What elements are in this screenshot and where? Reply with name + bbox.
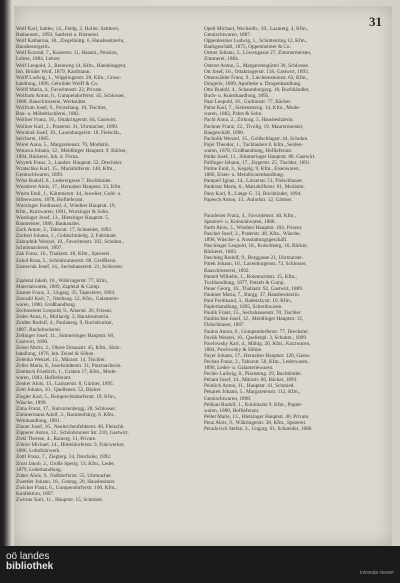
directory-entry-line: Zak Franz, 16., Thaliastr. 48, Kfm., Spezerei. [16,251,111,258]
directory-entry-line: waren, 1880, Hoflieferant. [204,407,260,414]
directory-entry-line: Pellet Marie, 13., Hietzinger Hauptstr. 40, Private. [204,413,310,420]
directory-entry-line: Wolf Leopold, 3., Rennweg 14, Kfm., Handelsagent, [16,62,127,69]
directory-entry-line: Baumeister, 1886, Baukanzlei. [16,221,81,227]
directory-entry-line: Zauner Franz, 3., Ungarg. 35, Tapezierer, 1893. [16,289,116,296]
directory-entry-line: Gemischtwaren, 1899. [16,172,64,179]
directory-entry-line: Tuchhandlung, 1877, Patzelt & Comp. [204,279,285,286]
directory-entry-line: Ziegler Karl, 5., Reinprechtsdorferstr. 19, Kfm., [16,393,117,400]
directory-entry-line: Zipperer Anton, 12., Schönbrunner Str. 210, Gastwirt. [16,430,129,437]
directory-entry-line: Drogerie, 1889, Apotheke u. Drogenhandlung. [204,80,302,87]
directory-entry-line: 1886, Eisen- u. Metallwarenhandlung. [204,172,285,179]
directory-entry-line: Zirkl Therese, 4., Rainerg. 11, Private. [16,436,97,443]
directory-entry-line: Kfm., Kurzwaren, 1891, Wurzinger & Sohn. [16,208,110,215]
directory-entry-line: 1886, Lohnfuhrwerk. [16,448,61,455]
directory-entry-line: Worel Anna, 5., Margaretenstr. 70, Modistin. [16,141,110,148]
scanned-sheet [14,6,392,546]
directory-entry-line: Fleischhauer, 1887. [204,322,245,329]
directory-entry-line: Pawlowsky Karl, 4., Mühlg. 20, Kfm., Kurzwaren, [204,340,311,347]
directory-entry-line: 1896, Wäsche- u. Ausstattungsgeschäft. [204,237,288,244]
directory-entry-line: Gastwirt, 1890. [16,338,49,345]
directory-entry-line: Otto Rudolf, 4., Schaumburgerg. 18, Buchhändler, [204,86,310,93]
right-column-lower-block [204,213,382,432]
directory-entry-line: Wunderer Alois, 17., Hernalser Hauptstr. 33, Kfm. [16,184,122,191]
directory-entry-line: 1884, Pawlowsky & Söhne. [204,346,263,353]
directory-entry-line: Zettl Johann, 10., Quellenstr. 52, Bäcker. [16,387,102,394]
directory-entry-line: 1888, Bauschlosserei, Werkstätte. [16,99,87,106]
directory-entry-line: Pankratz Marie, 6., Mariahilferstr. 61, Modistin. [204,184,305,191]
directory-entry-line: Wolf Konrad, 7., Kaiserstr. 11, Hausm., Pension, [16,50,119,57]
directory-entry-line: Wondrak Josef, 10., Laxenburgerstr. 18, Fleischh., [16,129,122,136]
directory-entry-line: 1879, Lederhandlung. [16,466,63,473]
directory-entry-line: Zwettler Johann, 18., Gentzg. 20, Hausbesitzer. [16,478,116,485]
directory-entry-line: Rathausstr., 1893, Sattlerei u. Riemerei. [16,32,100,39]
directory-entry-line: Woytek Franz, 3., Landstr. Hauptstr. 52, Drechsler. [16,160,123,167]
directory-entry-line: Silberwaren, 1878, Hoflieferant. [16,196,84,203]
directory-entry-line: Bäckerei, 1883. [204,249,237,256]
directory-entry-line: Pabst Karl, 7., Siebensterng. 14, Kfm., Mode- [204,105,301,112]
directory-entry-line: Pacholik Wenzel, 15., Goldschlagstr. 44, Schuhm. [204,135,309,142]
directory-entry-line: waren, 1880, Großhandlung. [16,302,77,309]
directory-entry-line: handlung, 1876, Inh. Zeisel & Söhne. [16,350,95,357]
directory-entry-line: Palda Josef, 11., Simmeringer Hauptstr. 88, Gastwirt. [204,153,316,160]
directory-entry-line: Patek Johann, 10., Laxenburgerstr. 73, Schlosser, [204,261,307,268]
directory-entry-line: Zach Anton, 2., Taborstr. 17, Schneider, 1892. [16,227,113,234]
directory-entry-line: Pamperl Ignaz, 14., Linzerstr. 51, Fleischhauer. [204,178,304,185]
directory-entry-line: Parth Alois, 5., Wiedner Hauptstr. 104, Friseur. [204,224,303,231]
directory-entry-line: Osterer Anton, 5., Margaretengürtel 30, Schlosser. [204,62,310,69]
directory-entry-line: Buch- u. Kunsthandlung, 1895. [204,93,270,100]
directory-entry-line: Konfektion, 1897. [16,491,55,498]
directory-entry-line: Schuhmacherei, 1897. [16,245,63,252]
directory-entry-line: Wollner Franz, 16., Ottakringerstr. 64, Gastwirt. [16,117,117,124]
directory-entry-line: Pany Karl, 8., Lange G. 33, Buchbinder, 1894. [204,190,302,197]
directory-entry-line: Paukner Maria, 7., Burgg. 37, Hausbesitzerin. [204,291,301,298]
logo-line-2: bibliothek [6,561,54,572]
directory-entry-line: Zima Franz, 17., Kalvarienbergg. 28, Schlosser. [16,405,117,412]
directory-entry-line: Pechan Franz, 2., Taborstr. 56, Kfm., Lederwaren, [204,358,309,365]
directory-entry-line: Pavlik Wenzel, 10., Quellenpl. 3, Schuhm., 1899. [204,334,308,341]
directory-entry-line: Wolff Maria, 4., Favoritenstr. 22, Private. [16,86,103,93]
directory-entry-line: Hausbesorgerin. [16,44,51,51]
directory-entry-line: 1887, Buchdruckerei. [16,326,62,333]
directory-entry-line: Wolf Katharina, 18., Ziegelhüttg. 6, Hausbesitzerin, [16,38,125,45]
directory-entry-line: Ottenwälder Franz, 9., Liechtensteinstr. 63, Kfm., [204,74,309,81]
directory-entry-line: Opelt Michael, Wechselb., 18., Lazaretg. 4, Kfm., [204,26,309,32]
directory-entry-line: Gemischtwaren, 1898. [204,395,252,402]
directory-entry-line: Zöhrer Michael, 14., Hütteldorferstr. 9, Fuhrwerker, [16,442,125,449]
directory-entry-line: Wurm Emil, 1., Kärntnerstr. 44, Juwelier, Gold- u. [16,190,122,197]
directory-entry-line: Zrust Jakob, 2., Große Sperlg. 13, Kfm., Leder, [16,460,116,467]
directory-entry-line: Wurzinger Ferdinand, 4., Wiedner Hauptstr. 19, [16,202,116,209]
directory-entry-line: waren, 1882, Pabst & Sohn. [204,111,263,118]
directory-entry-line: Zimmerei, 1884. [204,56,240,63]
directory-entry-line: Palme Emil, 3., Kegelg. 9, Kfm., Eisenwaren, [204,166,300,173]
directory-entry-line: handlung, 1896, Gebrüder Wolff & Co. [16,80,99,87]
directory-entry-line: Zalud Rosa, 5., Schönbrunnerstr. 88, Greißlerin. [16,257,117,264]
directory-entry-line: Zimmermann Adolf, 3., Rasumofskyg. 6, Kfm., [16,411,116,418]
directory-entry-line: Wotawa Johann, 12., Meidlinger Hauptstr. 9, Bäcker, [16,147,128,154]
directory-entry-line: Palfinger Johann, 17., Jörgerstr. 25, Tischler, 1891. [204,160,311,167]
directory-entry-line: Wrba Rudolf, 8., Lederergasse 7, Buchbinder. [16,178,112,185]
directory-entry-line: Zawadil Karl, 7., Neubaug. 12, Kfm., Galanterie- [16,296,120,303]
directory-entry-line: Ortner Johann, 3., Löwengasse 27, Zimmermeister, [204,50,312,57]
directory-entry-line: Pelikan Rudolf, 1., Kohlmarkt 9, Kfm., Papier- [204,401,303,408]
directory-entry-line: Patzelt Wilhelm, 1., Rotenturmstr. 15, Kfm., [204,273,297,280]
directory-entry-line: Bankgeschäft, 1875, Oppenheimer & Co. [204,44,291,51]
directory-entry-line: Pachner Franz, 12., Tivolig. 19, Maurermeister, [204,123,304,130]
left-column-lower-block [16,278,194,503]
left-column [16,26,194,503]
directory-entry-line: Payer Johann, 17., Hernalser Hauptstr. 120, Gastw. [204,352,311,359]
directory-entry-line: Selcherei, 1885. [16,135,50,142]
directory-entry-line: Paulitschke Josef, 12., Meidlinger Hauptstr. 31, [204,316,304,323]
directory-entry-line: Wratschko Karl, 15., Mariahilferstr. 140, Kfm., [16,166,115,173]
directory-entry-line: Paulus Anton, 6., Gumpendorferstr. 77, Drechsler. [204,328,309,335]
directory-entry-line: Pecher Ludwig, 8., Piaristeng. 29, Buchbinder. [204,371,302,378]
directory-entry-line: Pascher Josef, 2., Praterstr. 48, Kfm., Wäsche, [204,231,301,237]
directory-entry-line: Zembsch Friedrich, 1., Graben 17, Kfm., Mode- [16,369,117,376]
directory-entry-line: Inh. Brüder Wolf, 1879, Kaufmann. [16,68,91,75]
directory-entry-line: Zeilinger Josef, 11., Simmeringer Hauptstr. 60, [16,332,115,339]
directory-entry-line: Ott Josef, 16., Ottakringerstr. 118, Gastwirt, 1893. [204,68,310,75]
directory-entry-line: 1890, Leder- u. Galanteriewaren. [204,365,274,372]
directory-entry-line: Gemischtwaren, 1887. [204,32,252,39]
directory-entry-line: waren, 1878, Großhandlung, Hoflieferant. [204,147,293,154]
directory-entry-line: Wolf Karl, Sattler, 14., Feldg. 2, Holler, Sattlerei, [16,26,120,32]
directory-entry-line: Zeller Maria, 8., Josefstädterstr. 31, Putzmacherin. [16,363,122,370]
directory-entry-line: Zwirner Karl, 11., Hauptstr. 15, Schmied. [16,497,103,504]
directory-entry-line: Zuber Alois, 9., Nußdorferstr. 55, Uhrmacher. [16,472,112,479]
directory-entry-line: Zeisel Moriz, 2., Obere Donaustr. 45, Kfm., Holz- [16,344,121,351]
directory-entry-line: Bauschlosserei, 1892. [204,267,250,274]
directory-entry-line: Paschinger Leopold, 18., Kutschkerg. 16, Bäcker, [204,243,308,250]
viewer-credit: intranda viewer [360,570,394,576]
directory-entry-line: Paar Leopold, 10., Gudrunstr. 77, Bäcker. [204,99,292,106]
viewer-footer [0,546,400,583]
directory-entry-line: Peradovich Stefan, 3., Ungarg. 61, Schneider, 1886. [204,426,313,432]
directory-entry-line: Wollner Karl, 2., Praterstr. 31, Uhrmacher, 1890. [16,123,119,130]
directory-entry-line: Pasching Rudolf, 9., Berggasse 21, Uhrmacher. [204,255,304,262]
directory-entry-line: Paulik Franz, 15., Sechshauserstr. 70, Tischler. [204,310,302,317]
directory-entry-line: Pajer Theodor, 1., Tuchlauben 8, Kfm., Seiden- [204,141,304,148]
directory-entry-line: Lehrer, 1884, Lehrer. [16,56,61,63]
directory-entry-line: 1894, Bäckerei, Inh. d. Firma. [16,153,79,160]
directory-entry-line: Zeidler Rudolf, 4., Paulanerg. 9, Buchdrucker, [16,320,113,327]
directory-entry-line: Penz Alois, 9., Währingerstr. 38, Kfm., Spezerei. [204,419,307,426]
directory-entry-line: Wolff Ludwig, 1., Wipplingerstr. 28, Kfm., Gross- [16,74,122,81]
directory-entry-line: Papierhandlung, 1895, Schreibwaren. [204,304,283,311]
page-number: 31 [369,14,382,29]
directory-entry-line: Wäsche, 1898. [16,399,47,406]
directory-entry-line: Zenker Alois, 13., Lainzerstr. 8, Gärtner, 1895. [16,381,114,388]
left-column-upper-block [16,26,194,270]
directory-entry-line: Peham Josef, 14., Märzstr. 66, Bäcker, 1893. [204,377,298,384]
logo-line-1: oö landes [6,551,50,562]
directory-entry-line: Zelenka Wenzel, 15., Märzstr. 14, Tischler. [16,356,106,363]
directory-entry-line: Pekarek Johann, 5., Margaretenstr. 112, Kfm., [204,389,301,396]
directory-entry-line: Paradeiser Franz, 4., Favoritenstr. 40, Kfm., [204,212,296,219]
directory-entry-line: Peinlich Anton, 11., Hauptstr. 41, Schmied. [204,383,295,390]
directory-entry-line: Zacherl Johann, 1., Goldschmiedg. 2, Fabrikant. [16,233,118,240]
directory-entry-line: Wolfram Anton, 6., Gumpendorferstr. 45, Schlosser, [16,93,126,100]
directory-entry-line: waren, 1883, Hoflieferant. [16,375,72,382]
directory-entry-line: Bau- u. Möbeltischlerei, 1882. [16,111,80,118]
directory-entry-line: Weinhandlung, 1881. [16,417,61,424]
directory-entry-line: Paul Ferdinand, 3., Radetzkystr. 10, Kfm., [204,298,293,305]
directory-entry-line: Materialwaren, 1889, Zapletal & Comp. [16,283,101,290]
directory-entry-line: Baugeschäft, 1890. [204,129,245,136]
directory-entry-line: Pauer Georg, 16., Thaliastr. 92, Gastwirt, 1889. [204,285,304,292]
library-logo [6,552,53,572]
directory-entry-line: Wolfrum Josef, 9., Porzellang. 10, Tischler, [16,105,107,112]
directory-entry-line: Zottl Franz, 7., Zieglerg. 24, Drechsler, 1892. [16,454,112,461]
directory-entry-line: Pachl Anna, 2., Zirkusg. 5, Hausbesitzerin. [204,117,294,124]
directory-entry-line: Oppenheimer Ludwig, 1., Schottenring 12, Kfm., [204,38,308,45]
right-column [204,26,382,432]
directory-entry-line: Papesch Anton, 13., Auhofstr. 12, Gärtner. [204,196,293,203]
directory-entry-line: Zapletal Jakob, 18., Währingerstr. 77, Kfm., [16,277,109,284]
right-column-upper-block [204,26,382,203]
directory-entry-line: Zwicker Franz, 6., Gumpendorferstr. 100, Kfm., [16,484,117,491]
directory-entry-line: Zeder Anna, 6., Mollardg. 3, Hausbesitzerin. [16,314,110,321]
directory-entry-line: Zahradnik Wenzel, 10., Favoritenstr. 102, Schuhm., [16,239,124,246]
directory-entry-line: Wustinger Josef, 13., Hietzinger Hauptstr. 5, [16,214,110,221]
directory-entry-line: Zamecnik Josef, 14., Sechshauserstr. 21, Schlosser. [16,263,124,270]
directory-entry-line: Spezerei- u. Kolonialwaren, 1888. [204,218,276,225]
directory-entry-line: Zechmeister Leopold, 9., Alserstr. 26, Friseur. [16,308,113,315]
directory-entry-line: Zinner Josef, 16., Neulerchenfelderstr. 40, Fleischh. [16,424,125,430]
